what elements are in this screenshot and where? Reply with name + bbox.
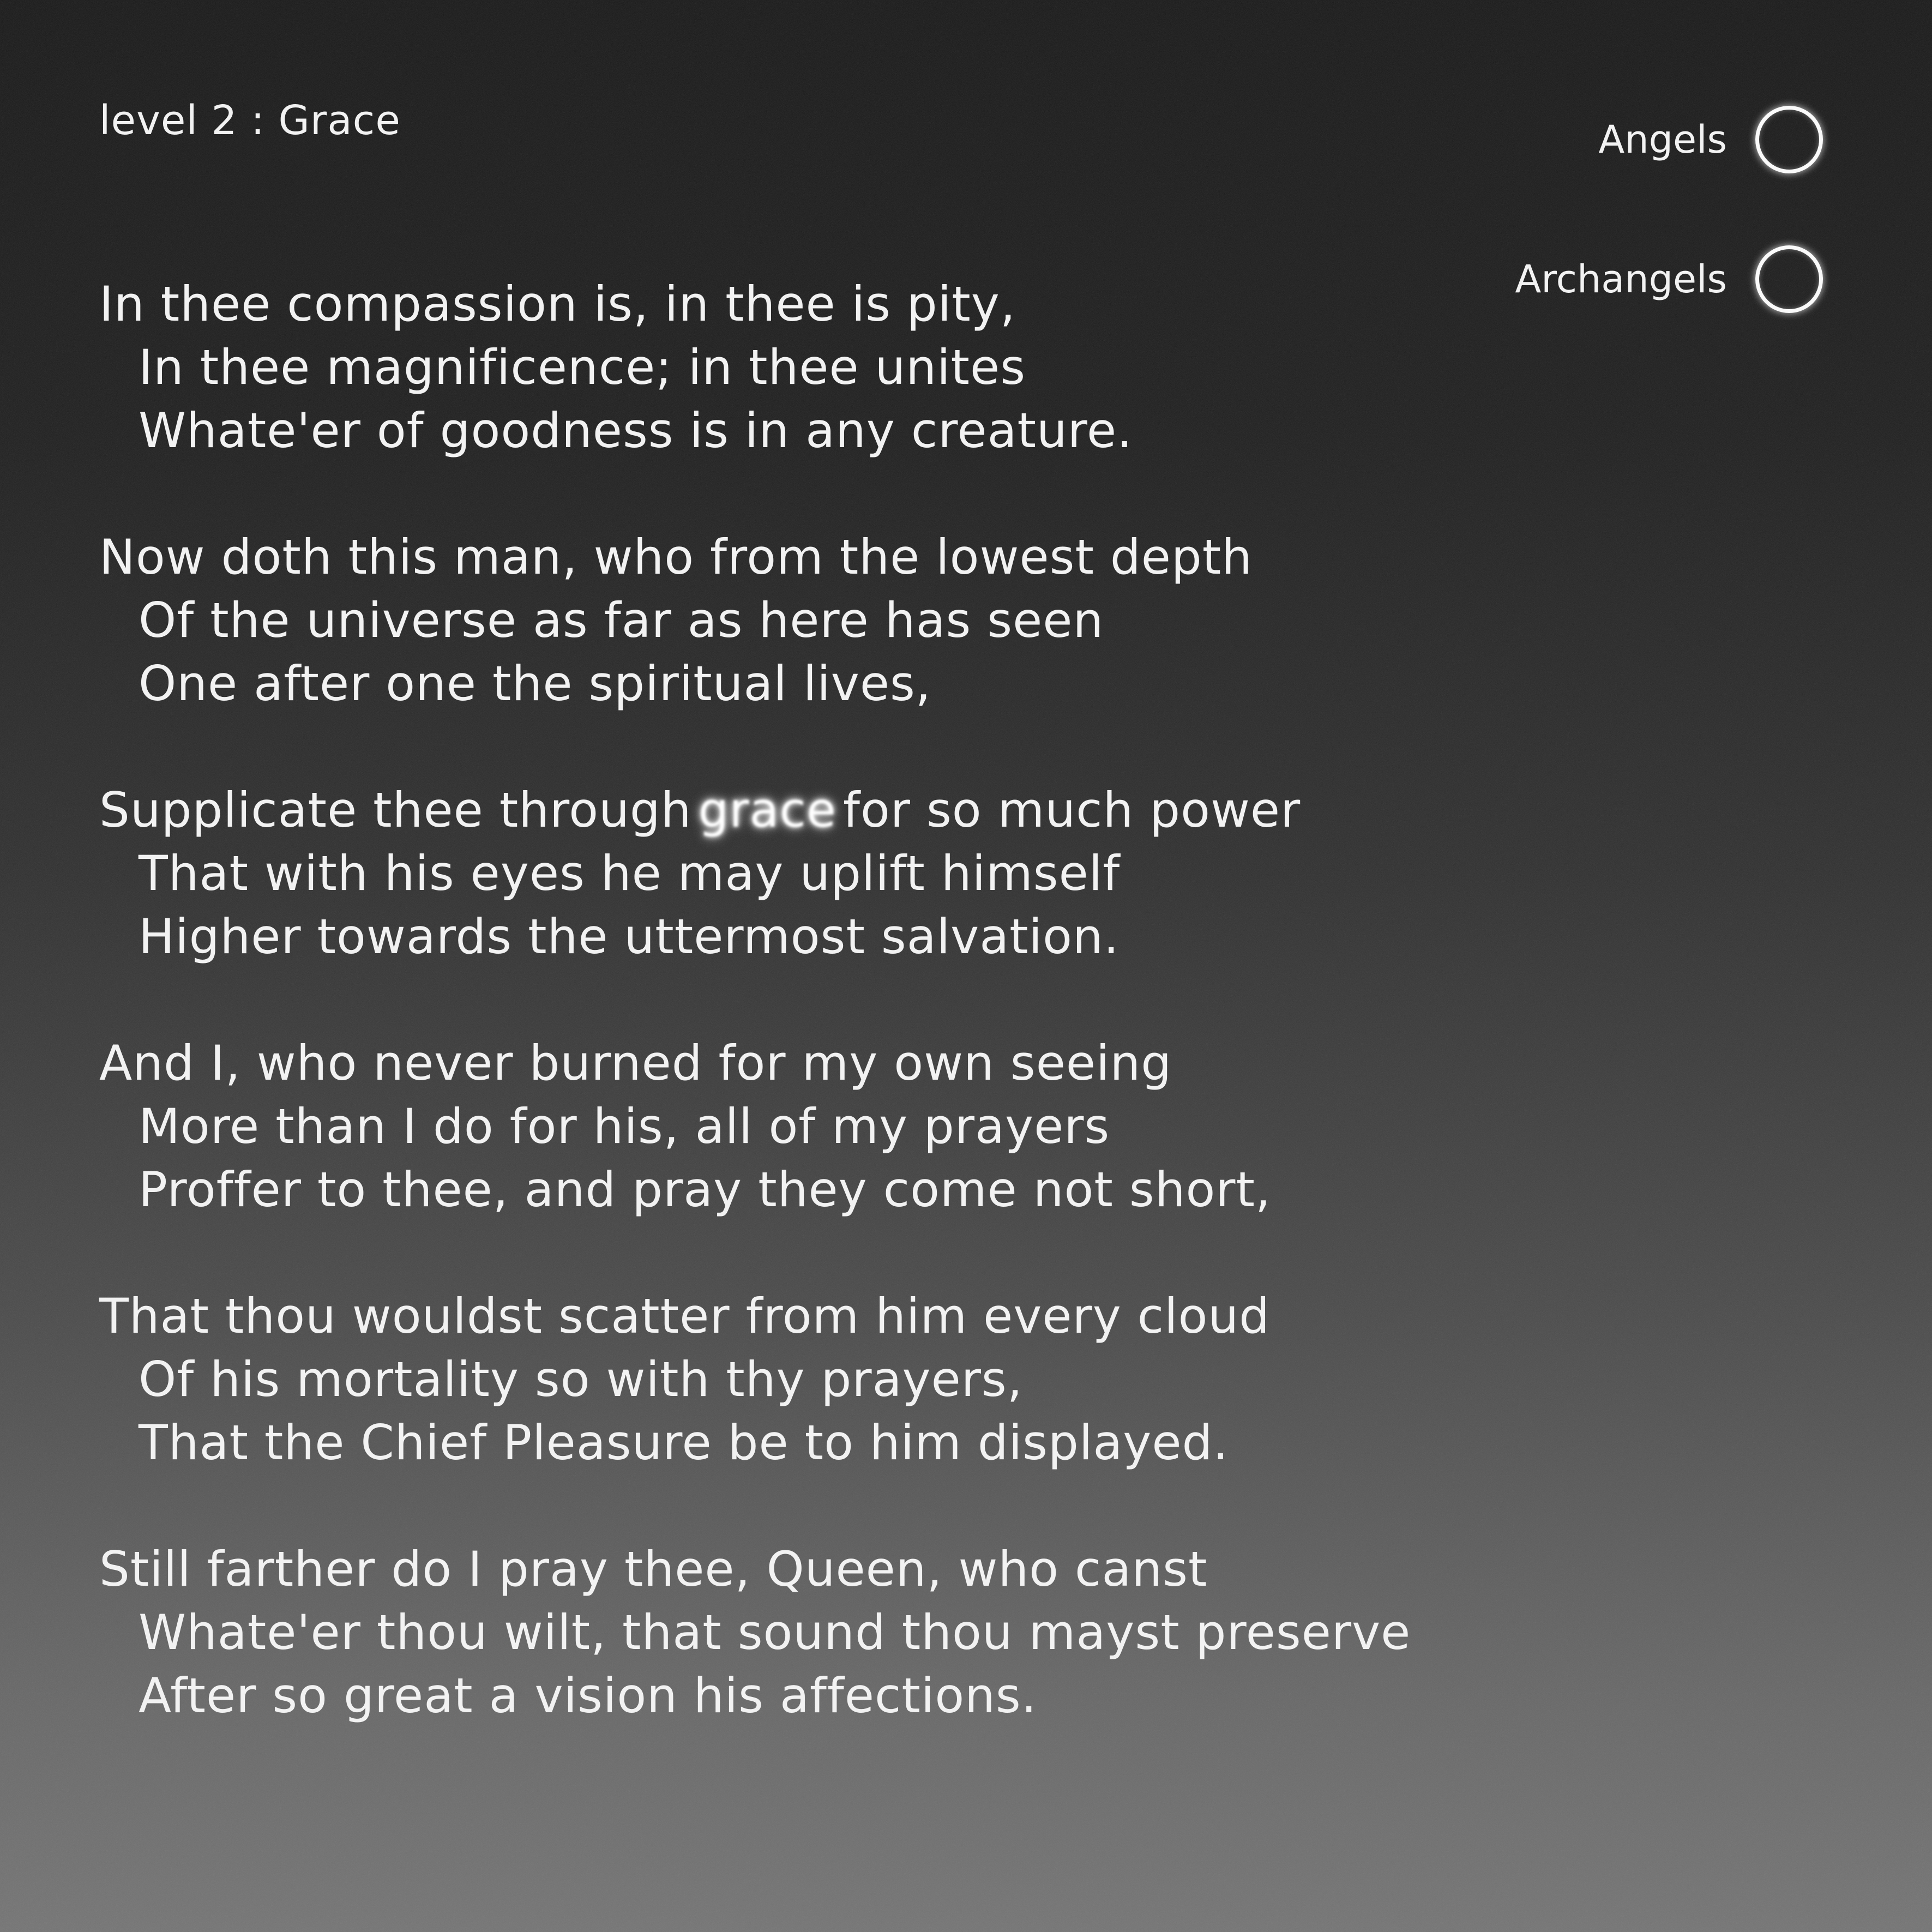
choice-archangels[interactable] <box>1515 242 1823 316</box>
stanza <box>99 273 1408 462</box>
level-title: level 2 : Grace <box>99 97 401 144</box>
choice-list <box>1515 103 1823 316</box>
stanza <box>99 1285 1408 1474</box>
stanza <box>99 1538 1411 1728</box>
line-text-before: Supplicate thee through <box>99 782 692 838</box>
radio-circle-icon[interactable] <box>1755 106 1823 173</box>
poem-line: That the Chief Pleasure be to him displayed. <box>139 1415 1229 1471</box>
poem-line: After so great a vision his affections. <box>139 1668 1037 1724</box>
choice-archangels-label: Archangels <box>1515 257 1727 302</box>
glowing-keyword-grace[interactable]: grace <box>698 782 836 838</box>
choice-angels[interactable] <box>1515 103 1823 177</box>
poem-line: Whate'er of goodness is in any creature. <box>139 402 1133 459</box>
poem-line <box>99 779 1408 842</box>
stanza <box>99 1032 1408 1221</box>
poem-line: Of the universe as far as here has seen <box>139 592 1104 648</box>
poem-line: In thee magnificence; in thee unites <box>139 339 1026 395</box>
poem-line: That with his eyes he may uplift himself <box>139 845 1121 901</box>
poem-line: Of his mortality so with thy prayers, <box>139 1351 1023 1407</box>
poem-line: In thee compassion is, in thee is pity, <box>99 276 1016 332</box>
poem-line: That thou wouldst scatter from him every cloud <box>99 1288 1271 1344</box>
poem-line: Proffer to thee, and pray they come not short, <box>139 1161 1271 1218</box>
poem-line: Whate'er thou wilt, that sound thou mayst preserve <box>139 1604 1411 1660</box>
line-text-after: for so much power <box>842 782 1301 838</box>
stanza <box>99 526 1408 715</box>
choice-angels-label: Angels <box>1598 117 1727 162</box>
poem-line: One after one the spiritual lives, <box>139 655 931 712</box>
radio-circle-icon[interactable] <box>1755 245 1823 313</box>
poem-line: And I, who never burned for my own seeing <box>99 1035 1172 1091</box>
poem-line: More than I do for his, all of my prayers <box>139 1098 1110 1154</box>
poem-line: Now doth this man, who from the lowest depth <box>99 529 1253 585</box>
poem-text <box>99 273 1411 1791</box>
stanza <box>99 779 1408 968</box>
poem-line: Higher towards the uttermost salvation. <box>139 908 1120 965</box>
poem-line: Still farther do I pray thee, Queen, who canst <box>99 1541 1208 1597</box>
